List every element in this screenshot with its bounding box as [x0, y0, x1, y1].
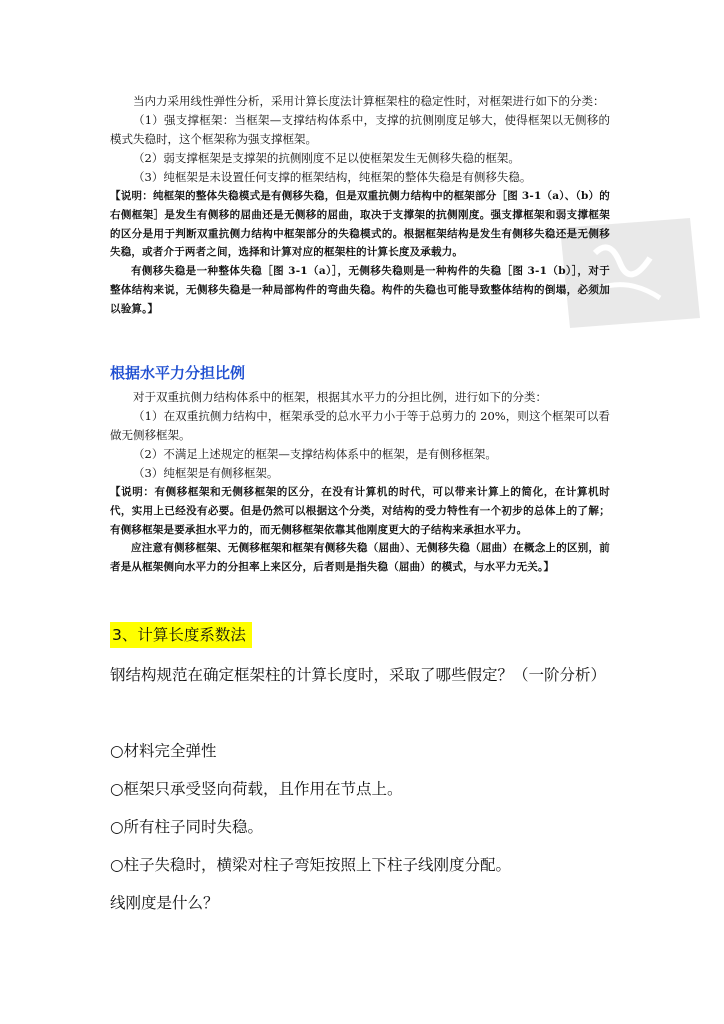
- heading-effective-length-method: 3、计算长度系数法: [110, 622, 252, 648]
- section1-item-2: （2）弱支撑框架是支撑架的抗侧刚度不足以使框架发生无侧移失稳的框架。: [133, 151, 520, 165]
- section2-note-2: 应注意有侧移框架、无侧移框架和框架有侧移失稳（屈曲）、无侧移失稳（屈曲）在概念上的区别，前者是从框架侧向水平力的分担率上来区分，后者则是指失稳（屈曲）的模式，与水平力无关。】: [110, 542, 610, 574]
- assumption-2: ○框架只承受竖向荷载，且作用在节点上。: [110, 780, 403, 798]
- question-assumptions: 钢结构规范在确定框架柱的计算长度时，采取了哪些假定？（一阶分析）: [110, 666, 607, 684]
- heading-horizontal-force-ratio: 根据水平力分担比例: [110, 364, 246, 382]
- question-linear-stiffness: 线刚度是什么？: [110, 894, 219, 912]
- section2-note-1: 【说明：有侧移框架和无侧移框架的区分，在没有计算机的时代，可以带来计算上的简化，在计算机时代，实用上已经没有必要。但是仍然可以根据这个分类，对结构的受力特性有一个初步的总体上的了解；有侧移框架是要承担水平力的，而无侧移框架依靠其他刚度更大的子结构来承担水平力。: [110, 486, 610, 536]
- assumption-1: ○材料完全弹性: [110, 742, 217, 760]
- assumption-3: ○所有柱子同时失稳。: [110, 818, 264, 836]
- section1-intro: 当内力采用线性弹性分析，采用计算长度法计算框架柱的稳定性时，对框架进行如下的分类：: [133, 94, 605, 108]
- section1-note-2: 有侧移失稳是一种整体失稳［图 3-1（a）］，无侧移失稳则是一种构件的失稳［图 3-1（b）］，对于整体结构来说，无侧移失稳是一种局部构件的弯曲失稳。构件的失稳也可能导致整体结构的倒塌，必须加以验算。】: [110, 265, 610, 315]
- assumption-4: ○柱子失稳时，横梁对柱子弯矩按照上下柱子线刚度分配。: [110, 856, 512, 874]
- section1-item-1: （1）强支撑框架：当框架—支撑结构体系中，支撑的抗侧刚度足够大，使得框架以无侧移的模式失稳时，这个框架称为强支撑框架。: [110, 113, 610, 146]
- section1-item-3: （3）纯框架是未设置任何支撑的框架结构，纯框架的整体失稳是有侧移失稳。: [133, 170, 532, 184]
- section-frame-classification: [110, 92, 610, 319]
- section-horizontal-force: [110, 388, 610, 577]
- section2-item-3: （3）纯框架是有侧移框架。: [133, 466, 279, 480]
- section1-note-1: 【说明：纯框架的整体失稳模式是有侧移失稳，但是双重抗侧力结构中的框架部分［图 3-1（a）、（b）的右侧框架］是发生有侧移的屈曲还是无侧移的屈曲，取决于支撑架的抗侧刚度。强支撑框架和弱支撑框架的区分是用于判断双重抗侧力结构中框架部分的失稳模式的。根据框架结构是发生有侧移失稳还是无侧移失稳，或者介于两者之间，选择和计算对应的框架柱的计算长度及承载力。: [110, 190, 610, 259]
- section2-intro: 对于双重抗侧力结构体系中的框架，根据其水平力的分担比例，进行如下的分类：: [133, 390, 547, 404]
- section2-item-2: （2）不满足上述规定的框架—支撑结构体系中的框架，是有侧移框架。: [133, 447, 497, 461]
- section2-item-1: （1）在双重抗侧力结构中，框架承受的总水平力小于等于总剪力的 20%，则这个框架可以看做无侧移框架。: [110, 409, 610, 442]
